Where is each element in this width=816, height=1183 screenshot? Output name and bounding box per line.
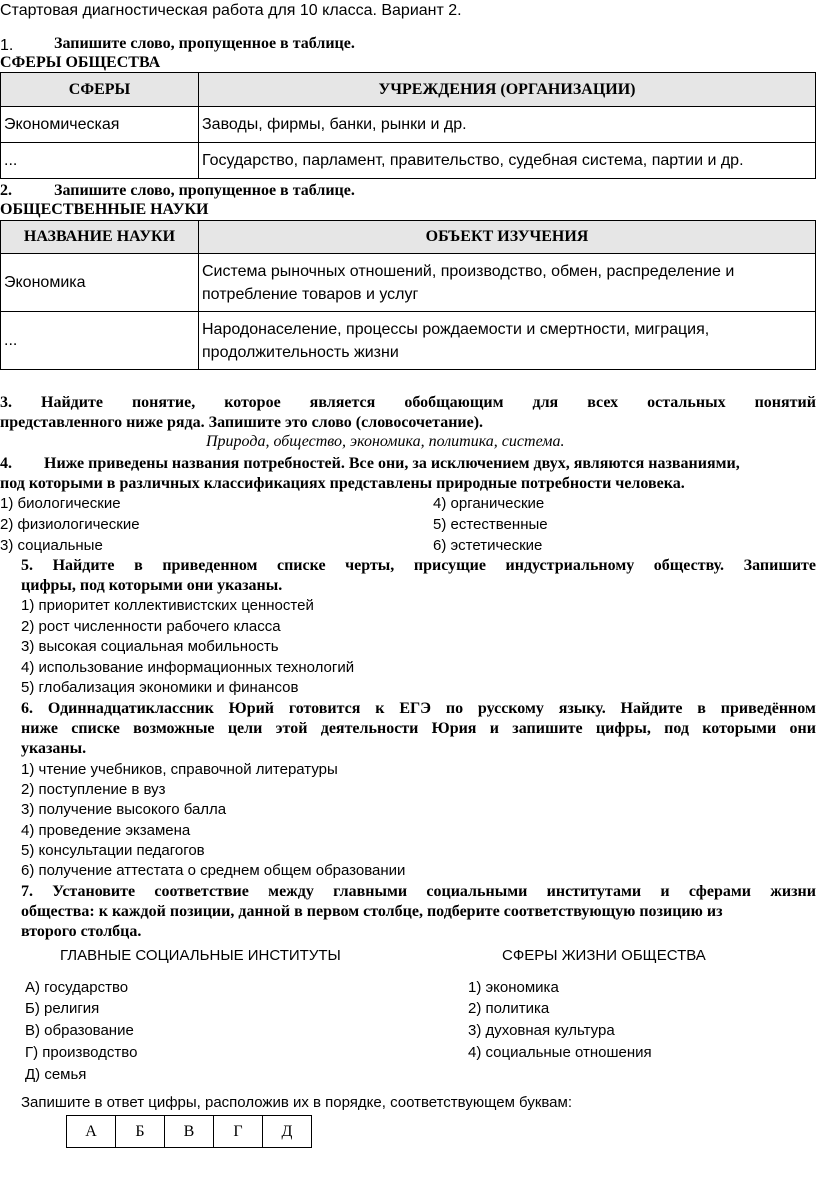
word: языку.	[558, 700, 606, 717]
word: остальных	[647, 394, 726, 411]
q1-header-institutions: УЧРЕЖДЕНИЯ (ОРГАНИЗАЦИИ)	[199, 73, 816, 107]
q6-line1	[21, 700, 816, 718]
q6-option: 3) получение высокого балла	[21, 801, 227, 818]
word: 3.	[0, 394, 12, 411]
q1-table-title: СФЕРЫ ОБЩЕСТВА	[0, 54, 161, 71]
q7-answer-table	[66, 1115, 312, 1148]
word: списке	[71, 720, 120, 737]
q2-cell	[199, 312, 816, 370]
q4-option: 4) органические	[433, 495, 545, 512]
q7-col-left-title: ГЛАВНЫЕ СОЦИАЛЬНЫЕ ИНСТИТУТЫ	[60, 947, 341, 964]
q2-text: Запишите слово, пропущенное в таблице.	[54, 182, 355, 199]
word: всех	[587, 394, 619, 411]
word: Установите	[52, 883, 136, 900]
word: 6.	[21, 700, 33, 717]
q2-header-science: НАЗВАНИЕ НАУКИ	[1, 221, 199, 254]
q1-table	[0, 72, 816, 179]
q7-col-right-title: СФЕРЫ ЖИЗНИ ОБЩЕСТВА	[502, 947, 706, 964]
q7-right-item: 1) экономика	[468, 979, 559, 996]
q6-option: 5) консультации педагогов	[21, 842, 205, 859]
word: деятельности	[320, 720, 419, 737]
word: Юрия	[431, 720, 477, 737]
word: к	[375, 700, 385, 717]
answer-cell-g[interactable]: Г	[214, 1116, 263, 1148]
word: присущие	[413, 557, 486, 574]
q5-option: 3) высокая социальная мобильность	[21, 638, 279, 655]
word: институтами	[546, 883, 642, 900]
q2-cell-blank: ...	[1, 312, 199, 370]
answer-cell-d[interactable]: Д	[263, 1116, 312, 1148]
q5-option: 5) глобализация экономики и финансов	[21, 679, 299, 696]
q4-line2: под которыми в различных классификациях представлены природные потребности человека.	[0, 475, 685, 492]
word: запишите	[512, 720, 583, 737]
answer-cell-v[interactable]: В	[165, 1116, 214, 1148]
q2-number: 2.	[0, 182, 12, 199]
q7-right-item: 2) политика	[468, 1000, 550, 1017]
q5-option: 4) использование информационных технологий	[21, 659, 355, 676]
q4-option: 2) физиологические	[0, 516, 140, 533]
q2-cell-line: потребление товаров и услуг	[202, 285, 419, 303]
word: главными	[333, 883, 408, 900]
q1-header-spheres: СФЕРЫ	[1, 73, 199, 107]
word: социальными	[426, 883, 528, 900]
word: возможные	[133, 720, 215, 737]
q1-cell: Экономическая	[1, 107, 199, 143]
q6-option: 2) поступление в вуз	[21, 781, 166, 798]
q3-line2: представленного ниже ряда. Запишите это слово (словосочетание).	[0, 414, 484, 431]
word: Найдите	[41, 394, 103, 411]
word: и	[660, 883, 670, 900]
q1-cell-blank: ...	[1, 143, 199, 179]
q1-text: Запишите слово, пропущенное в таблице.	[54, 35, 355, 52]
q1-number: 1.	[0, 37, 14, 54]
word: приведенном	[162, 557, 258, 574]
word: готовится	[288, 700, 361, 717]
q7-line1	[21, 883, 816, 901]
word: цели	[227, 720, 263, 737]
q2-cell-line: продолжительность жизни	[202, 343, 399, 361]
word: приведённом	[720, 700, 816, 717]
q5-option: 2) рост численности рабочего класса	[21, 618, 281, 635]
word: ЕГЭ	[399, 700, 432, 717]
word: является	[309, 394, 376, 411]
q4-line1: 4. Ниже приведены названия потребностей. Все они, за исключением двух, являются названиями,	[0, 455, 740, 472]
q4-option: 1) биологические	[0, 495, 121, 512]
q6-option: 1) чтение учебников, справочной литературы	[21, 761, 338, 778]
q4-option: 3) социальные	[0, 537, 103, 554]
table-row	[1, 107, 816, 143]
q7-right-item: 4) социальные отношения	[468, 1044, 652, 1061]
document-title: Стартовая диагностическая работа для 10 класса. Вариант 2.	[0, 2, 462, 19]
word: обобщающим	[404, 394, 504, 411]
word: под	[664, 720, 689, 737]
table-row	[1, 312, 816, 370]
answer-cell-b[interactable]: Б	[116, 1116, 165, 1148]
word: и	[489, 720, 499, 737]
q5-line1	[21, 557, 816, 575]
word: этой	[275, 720, 308, 737]
q5-line2: цифры, под которыми они указаны.	[21, 577, 283, 594]
word: по	[445, 700, 464, 717]
q2-cell	[199, 254, 816, 312]
q1-cell: Заводы, фирмы, банки, рынки и др.	[199, 107, 816, 143]
q7-left-item: Б) религия	[25, 1000, 100, 1017]
word: которыми	[702, 720, 777, 737]
q2-cell-line: Система рыночных отношений, производство, обмен, распределение и	[202, 262, 735, 280]
word: русскому	[477, 700, 544, 717]
word: в	[697, 700, 706, 717]
word: которое	[224, 394, 281, 411]
word: между	[268, 883, 314, 900]
q7-left-item: Д) семья	[25, 1066, 87, 1083]
q3-line1	[0, 394, 816, 412]
q7-left-item: В) образование	[25, 1022, 134, 1039]
word: Одиннадцатиклассник	[47, 700, 214, 717]
word: соответствие	[154, 883, 249, 900]
q7-left-item: Г) производство	[25, 1044, 138, 1061]
q7-line3: второго столбца.	[21, 923, 142, 940]
q7-line2: общества: к каждой позиции, данной в первом столбце, подберите соответствующую позицию из	[21, 903, 723, 920]
word: они	[789, 720, 816, 737]
q6-line2	[21, 720, 816, 738]
q7-right-item: 3) духовная культура	[468, 1022, 615, 1039]
word: в	[134, 557, 143, 574]
word: Найдите	[620, 700, 683, 717]
answer-cell-a[interactable]: А	[67, 1116, 116, 1148]
q1-cell: Государство, парламент, правительство, судебная система, партии и др.	[199, 143, 816, 179]
q6-option: 6) получение аттестата о среднем общем образовании	[21, 862, 406, 879]
table-row	[67, 1116, 312, 1148]
word: 5.	[21, 557, 33, 574]
word: жизни	[770, 883, 816, 900]
word: Юрий	[228, 700, 275, 717]
q2-table	[0, 220, 816, 370]
word: черты,	[345, 557, 395, 574]
word: Запишите	[743, 557, 816, 574]
word: сферами	[688, 883, 751, 900]
q6-option: 4) проведение экзамена	[21, 822, 191, 839]
q2-cell: Экономика	[1, 254, 199, 312]
q3-words: Природа, общество, экономика, политика, система.	[206, 433, 565, 450]
q4-option: 6) эстетические	[433, 537, 543, 554]
q2-cell-line: Народонаселение, процессы рождаемости и смертности, миграция,	[202, 320, 710, 338]
q2-header-object: ОБЪЕКТ ИЗУЧЕНИЯ	[199, 221, 816, 254]
q4-option: 5) естественные	[433, 516, 548, 533]
q6-line3: указаны.	[21, 740, 87, 757]
word: ниже	[21, 720, 58, 737]
table-row	[1, 254, 816, 312]
word: понятий	[754, 394, 816, 411]
word: индустриальному	[505, 557, 635, 574]
word: обществу.	[653, 557, 725, 574]
q7-left-item: А) государство	[25, 979, 129, 996]
q5-option: 1) приоритет коллективистских ценностей	[21, 597, 314, 614]
word: цифры,	[595, 720, 651, 737]
q7-answer-prompt: Запишите в ответ цифры, расположив их в порядке, соответствующем буквам:	[21, 1094, 573, 1111]
q2-table-title: ОБЩЕСТВЕННЫЕ НАУКИ	[0, 201, 209, 218]
word: Найдите	[52, 557, 115, 574]
word: 7.	[21, 883, 33, 900]
table-row	[1, 143, 816, 179]
word: списке	[276, 557, 326, 574]
word: понятие,	[131, 394, 196, 411]
word: для	[532, 394, 559, 411]
